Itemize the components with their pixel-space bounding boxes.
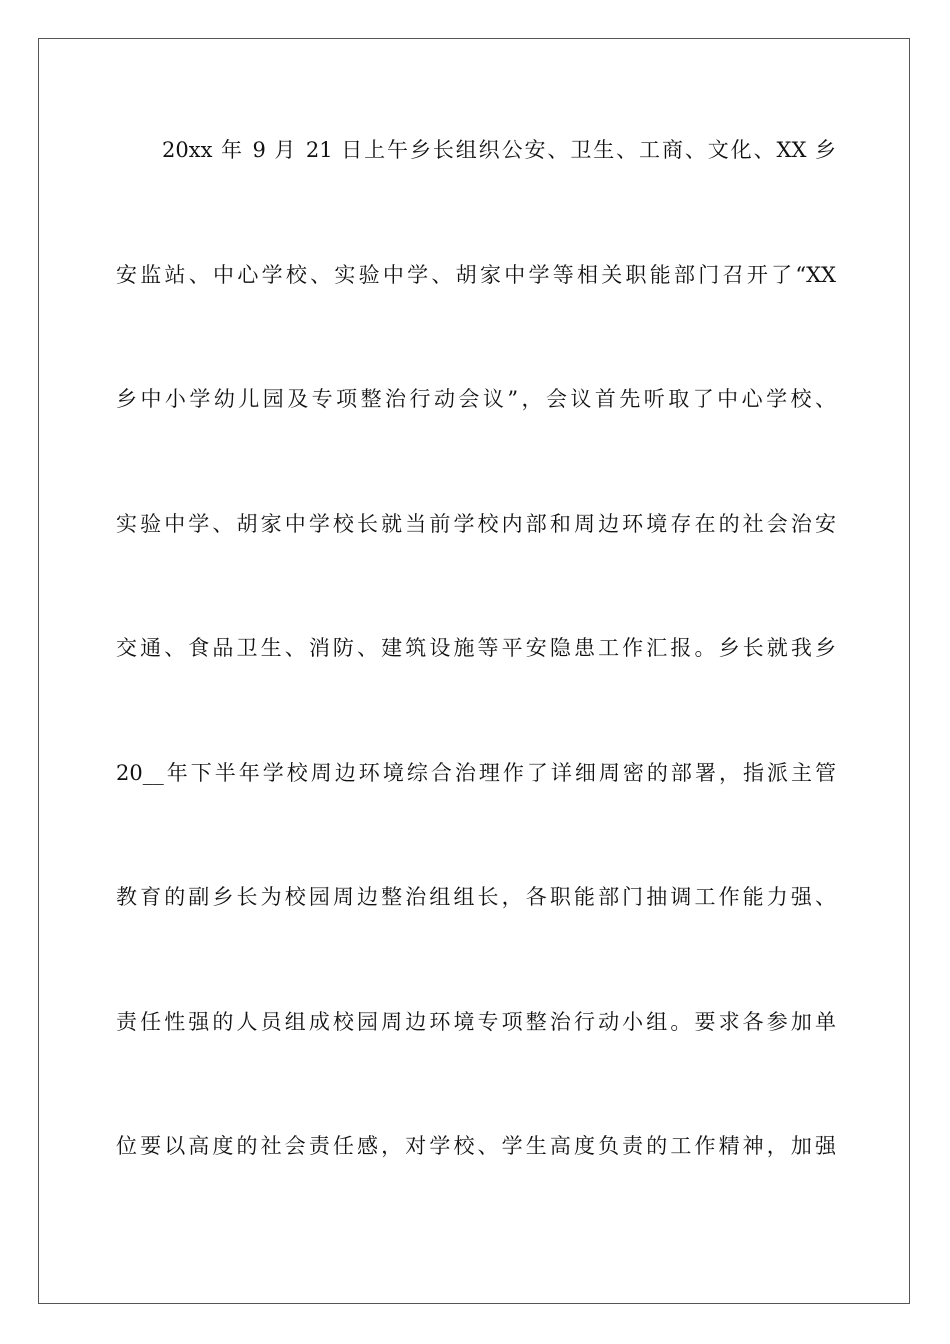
paragraph-line-5: 交通、食品卫生、消防、建筑设施等平安隐患工作汇报。乡长就我乡: [116, 636, 836, 660]
paragraph-line-4: 实验中学、胡家中学校长就当前学校内部和周边环境存在的社会治安: [116, 512, 836, 536]
paragraph-line-7: 教育的副乡长为校园周边整治组组长，各职能部门抽调工作能力强、: [116, 885, 836, 909]
paragraph-line-9: 位要以高度的社会责任感，对学校、学生高度负责的工作精神，加强: [116, 1134, 836, 1158]
paragraph-line-1: 20xx 年 9 月 21 日上午乡长组织公安、卫生、工商、文化、XX 乡: [162, 138, 836, 162]
paragraph-line-8: 责任性强的人员组成校园周边环境专项整治行动小组。要求各参加单: [116, 1010, 836, 1034]
paragraph-line-3: 乡中小学幼儿园及专项整治行动会议”，会议首先听取了中心学校、: [116, 387, 836, 411]
paragraph-line-6: 20__年下半年学校周边环境综合治理作了详细周密的部署，指派主管: [116, 761, 836, 785]
paragraph-line-2: 安监站、中心学校、实验中学、胡家中学等相关职能部门召开了“XX: [116, 263, 836, 287]
page-border: [38, 38, 910, 1304]
